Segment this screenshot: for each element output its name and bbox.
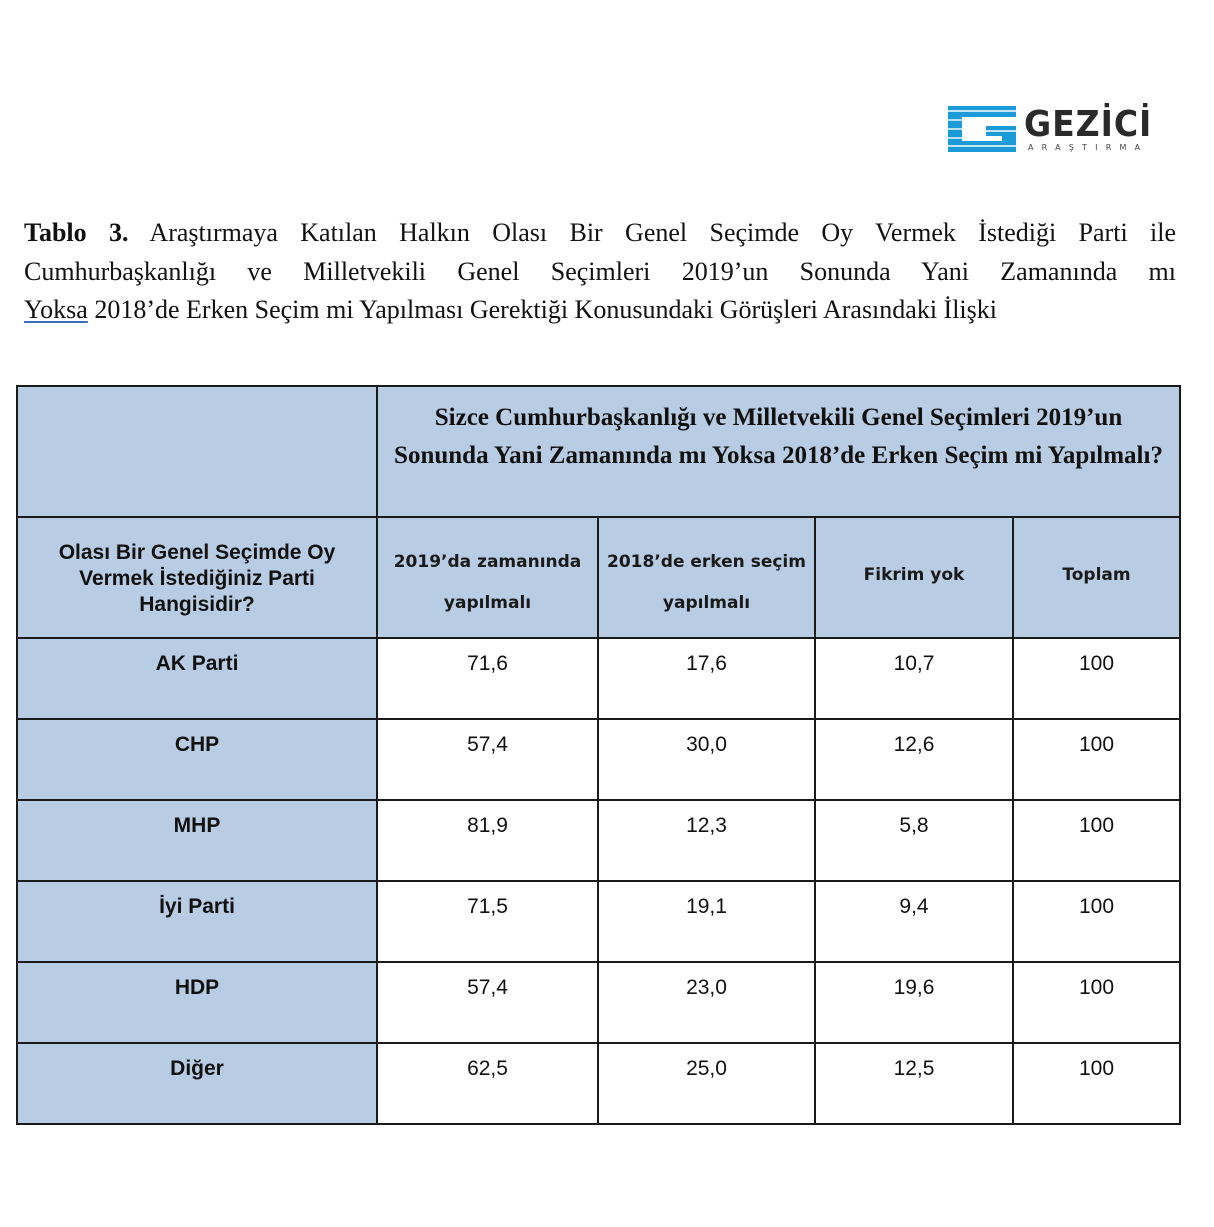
column-header: Fikrim yok	[815, 517, 1013, 638]
logo-wordmark: GEZİCİ	[1024, 104, 1153, 145]
table-row	[17, 881, 1180, 962]
column-header: 2018’de erken seçim yapılmalı	[598, 517, 815, 638]
column-header: Toplam	[1013, 517, 1180, 638]
row-question-header: Olası Bir Genel Seçimde Oy Vermek İstediğiniz Parti Hangisidir?	[17, 517, 377, 638]
table-cell: 57,4	[377, 719, 598, 800]
table-row	[17, 1043, 1180, 1124]
column-header-row	[17, 517, 1180, 638]
logo-subtitle: ARAŞTIRMA	[1028, 143, 1149, 152]
corner-cell	[17, 386, 377, 517]
caption-line-3: 2018’de Erken Seçim mi Yapılması Gerektiği Konusundaki Görüşleri Arasındaki İlişki	[87, 295, 997, 324]
table-number: Tablo 3.	[24, 218, 129, 247]
table-cell: 100	[1013, 638, 1180, 719]
party-label: AK Parti	[17, 638, 377, 719]
table-cell: 100	[1013, 800, 1180, 881]
table-cell: 71,5	[377, 881, 598, 962]
question-header: Sizce Cumhurbaşkanlığı ve Milletvekili Genel Seçimleri 2019’un Sonunda Yani Zamanında mı Yoksa 2018’de Erken Seçim mi Yapılmalı?	[377, 386, 1180, 517]
table-cell: 10,7	[815, 638, 1013, 719]
table-cell: 81,9	[377, 800, 598, 881]
table-row	[17, 638, 1180, 719]
table-cell: 71,6	[377, 638, 598, 719]
party-label: CHP	[17, 719, 377, 800]
party-label: İyi Parti	[17, 881, 377, 962]
table-cell: 100	[1013, 1043, 1180, 1124]
table-cell: 100	[1013, 719, 1180, 800]
table-cell: 12,5	[815, 1043, 1013, 1124]
table-cell: 12,6	[815, 719, 1013, 800]
party-label: Diğer	[17, 1043, 377, 1124]
table-cell: 19,6	[815, 962, 1013, 1043]
question-header-row	[17, 386, 1180, 517]
table-caption	[24, 214, 1176, 330]
party-label: HDP	[17, 962, 377, 1043]
logo-g-icon	[948, 104, 1018, 154]
table-cell: 23,0	[598, 962, 815, 1043]
column-header: 2019’da zamanında yapılmalı	[377, 517, 598, 638]
table-cell: 57,4	[377, 962, 598, 1043]
table-cell: 12,3	[598, 800, 815, 881]
crosstab-table	[16, 385, 1181, 1125]
table-cell: 25,0	[598, 1043, 815, 1124]
party-label: MHP	[17, 800, 377, 881]
table-cell: 19,1	[598, 881, 815, 962]
table-cell: 9,4	[815, 881, 1013, 962]
gezici-logo	[948, 104, 1163, 156]
table-row	[17, 800, 1180, 881]
table-cell: 100	[1013, 962, 1180, 1043]
table-row	[17, 719, 1180, 800]
table-cell: 5,8	[815, 800, 1013, 881]
table-cell: 62,5	[377, 1043, 598, 1124]
table-row	[17, 962, 1180, 1043]
caption-line-1: Araştırmaya Katılan Halkın Olası Bir Genel Seçimde Oy Vermek İstediği Parti ile	[128, 218, 1176, 247]
table-cell: 100	[1013, 881, 1180, 962]
table-cell: 17,6	[598, 638, 815, 719]
caption-line-2: Cumhurbaşkanlığı ve Milletvekili Genel Seçimleri 2019’un Sonunda Yani Zamanında mı	[24, 256, 1176, 286]
caption-underlined-word: Yoksa	[24, 295, 88, 324]
table-cell: 30,0	[598, 719, 815, 800]
